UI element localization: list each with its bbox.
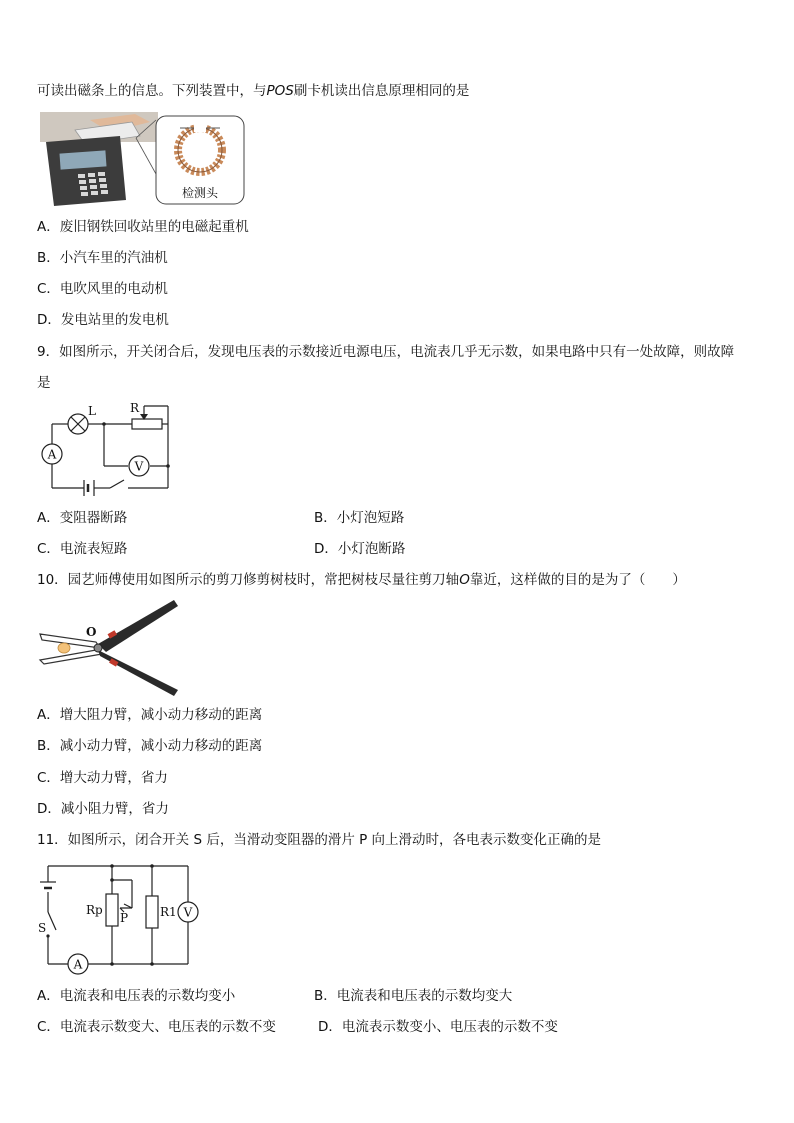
q10-option-c: C．增大动力臂，省力 (37, 770, 168, 786)
rheostat-symbol (132, 419, 162, 429)
q8-option-a: A．废旧钢铁回收站里的电磁起重机 (37, 219, 249, 235)
q11-option-a: A．电流表和电压表的示数均变小 (37, 988, 236, 1004)
battery-symbol (84, 480, 94, 496)
lamp-label: L (88, 404, 96, 418)
callout-line-bottom (136, 138, 156, 174)
q9-circuit-diagram (40, 400, 176, 496)
lower-handle (98, 650, 178, 696)
q9-stem-line1: 9．如图所示，开关闭合后，发现电压表的示数接近电源电压，电流表几乎无示数，如果电路中只有一处故障，则故障 (37, 344, 735, 360)
q8-pos-figure (40, 112, 250, 210)
q11-r1-label: R1 (160, 905, 177, 919)
q10-option-a: A．增大阻力臂，减小动力移动的距离 (37, 707, 263, 723)
q10-option-b: B．减小动力臂，减小动力移动的距离 (37, 738, 263, 754)
q11-battery-symbol (40, 882, 56, 888)
q9-option-d: D．小灯泡断路 (314, 541, 406, 557)
q11-rp-symbol (106, 894, 118, 926)
pos-screen (59, 150, 106, 169)
ammeter-label: A (47, 447, 57, 462)
rheostat-label: R (130, 401, 140, 415)
junction-dot (150, 864, 154, 868)
q10-stem-o: O (459, 572, 470, 588)
upper-handle (98, 600, 178, 652)
junction-dot (150, 962, 154, 966)
q11-circuit-diagram (36, 858, 216, 976)
q8-stem-pos: POS (266, 83, 294, 99)
branch-section (58, 643, 70, 653)
junction-dot (110, 962, 114, 966)
junction-dot (166, 464, 170, 468)
voltmeter-label: V (134, 459, 144, 474)
pivot-label: O (86, 625, 97, 639)
q10-shears-figure (38, 598, 184, 698)
q8-option-c: C．电吹风里的电动机 (37, 281, 168, 297)
q9-stem-line2: 是 (37, 375, 51, 391)
lamp-symbol (68, 414, 88, 434)
lower-blade (40, 650, 102, 664)
q10-stem-part1: 10．园艺师傅使用如图所示的剪刀修剪树枝时，常把树枝尽量往剪刀轴 (37, 572, 460, 588)
q10-option-d: D．减小阻力臂，省力 (37, 801, 169, 817)
pivot-point (94, 644, 102, 652)
q11-option-b: B．电流表和电压表的示数均变大 (314, 988, 513, 1004)
junction-dot (110, 878, 114, 882)
q8-stem (37, 82, 469, 100)
q11-r1-symbol (146, 896, 158, 928)
q11-switch-label: S (38, 921, 47, 935)
q11-switch-contact (46, 934, 49, 937)
q10-stem-part2: 靠近，这样做的目的是为了（ ） (469, 572, 686, 588)
q11-option-d: D．电流表示数变小、电压表的示数不变 (318, 1019, 558, 1035)
q9-option-c: C．电流表短路 (37, 541, 128, 557)
q8-option-d: D．发电站里的发电机 (37, 312, 169, 328)
q11-ammeter-label: A (73, 957, 83, 972)
q9-option-b: B．小灯泡短路 (314, 510, 405, 526)
detection-head-label: 检测头 (181, 186, 219, 200)
q10-stem (37, 571, 686, 589)
q8-stem-part1: 可读出磁条上的信息。下列装置中，与 (37, 83, 267, 99)
q11-slider-label: P (120, 911, 129, 925)
q11-voltmeter-label: V (183, 905, 193, 920)
q9-option-a: A．变阻器断路 (37, 510, 128, 526)
junction-dot (102, 422, 106, 426)
q11-rp-label: Rp (86, 903, 103, 917)
q11-option-c: C．电流表示数变大、电压表的示数不变 (37, 1019, 276, 1035)
junction-dot (110, 864, 114, 868)
q8-stem-part2: 刷卡机读出信息原理相同的是 (293, 83, 470, 99)
q8-option-b: B．小汽车里的汽油机 (37, 250, 168, 266)
q11-stem: 11．如图所示，闭合开关 S 后，当滑动变阻器的滑片 P 向上滑动时，各电表示数变化正确的是 (37, 832, 602, 848)
